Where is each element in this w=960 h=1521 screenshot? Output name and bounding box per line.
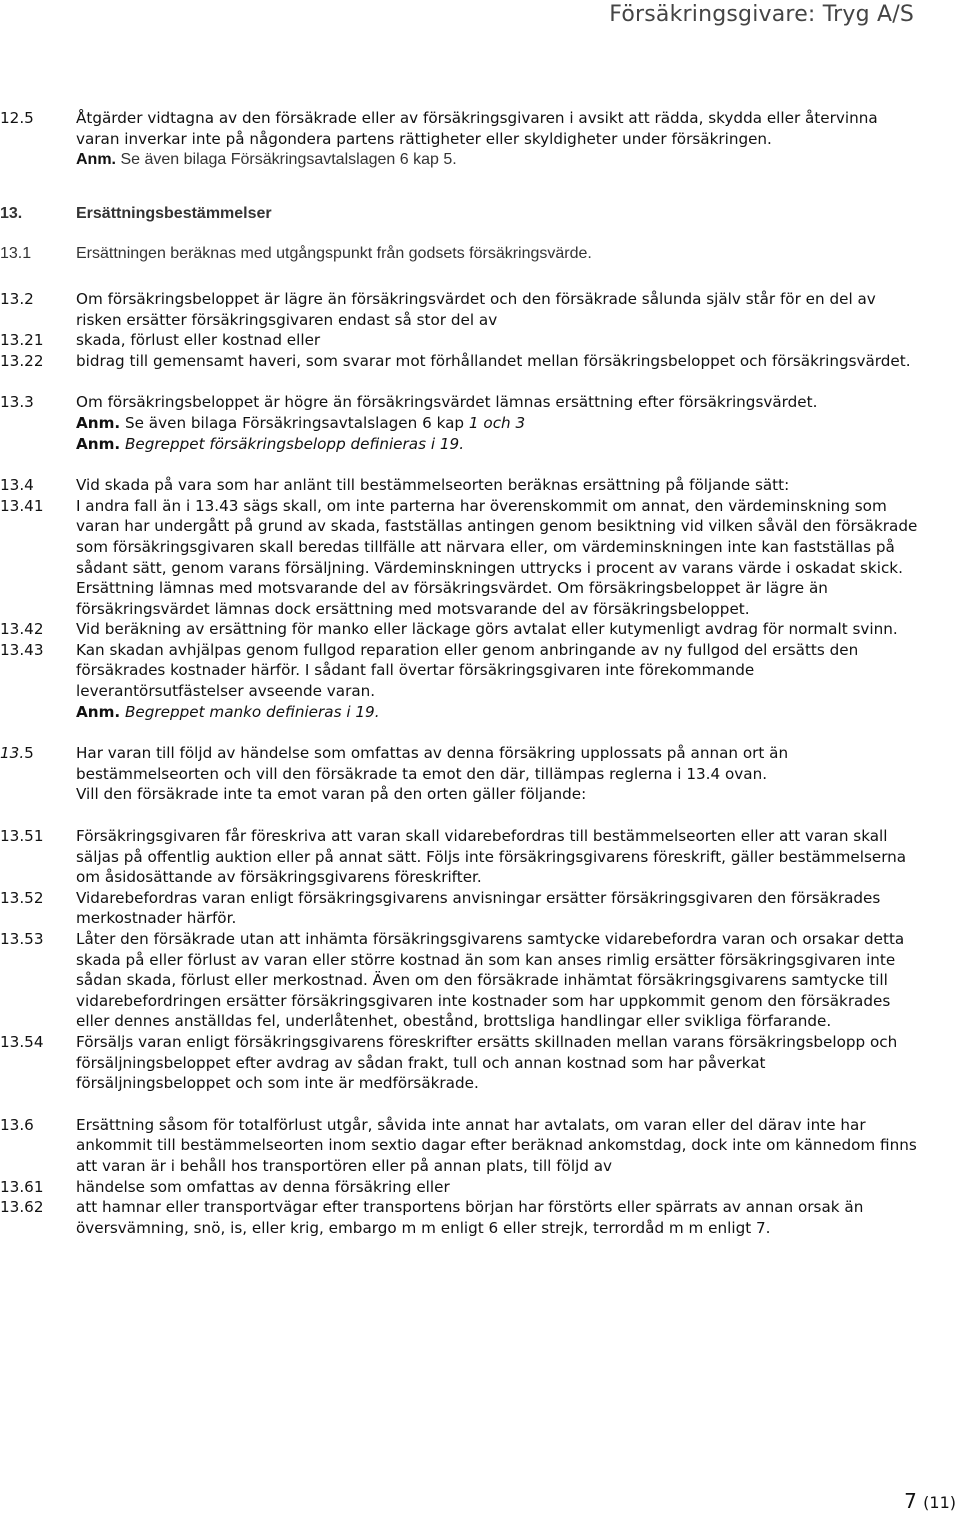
- section-text-2: Vill den försäkrade inte ta emot varan på den orten gäller följande:: [76, 785, 587, 804]
- section-number: 13.54: [0, 1032, 44, 1051]
- anm-text: Se även bilaga Försäkringsavtalslagen 6 kap: [120, 151, 439, 169]
- section-number: 13.22: [0, 351, 44, 370]
- section-13-21: [0, 330, 960, 351]
- section-text: bidrag till gemensamt haveri, som svarar mot förhållandet mellan försäkringsbeloppet och försäkringsvärdet.: [76, 351, 911, 370]
- section-number: 13.6: [0, 1115, 34, 1134]
- anm-ref: 1 och 3: [468, 413, 526, 432]
- section-13-42: [0, 619, 960, 640]
- section-13-4: [0, 475, 960, 496]
- anm-ref: 5.: [443, 151, 457, 169]
- section-12-5: [0, 108, 960, 171]
- section-text: Vidarebefordras varan enligt försäkringsgivarens anvisningar ersätter försäkringsgivaren den försäkrades merkostnader härför.: [76, 888, 881, 928]
- section-number: 13.21: [0, 331, 44, 350]
- section-text: Vid skada på vara som har anlänt till bestämmelseorten beräknas ersättning på följande sätt:: [76, 476, 790, 495]
- document-header: Försäkringsgivare: Tryg A/S: [609, 2, 914, 27]
- anm-label: Anm.: [76, 413, 121, 432]
- section-text: Försäljs varan enligt försäkringsgivarens föreskrifter ersätts skillnaden mellan varans försäkringsbelopp och försäljningsbeloppet efter avdrag av sådan frakt, tull och annan kostnad som har påverkat försäljningsbeloppet och som inte är medförsäkrade.: [76, 1032, 898, 1093]
- section-number: [0, 743, 76, 764]
- page-current: 7: [904, 1489, 917, 1513]
- section-text: Om försäkringsbeloppet är lägre än försäkringsvärdet och den försäkrade sålunda själv står för en del av risken ersätter försäkringsgivaren endast så stor del av: [76, 289, 876, 329]
- anm-label: Anm.: [76, 151, 116, 169]
- section-title: Ersättningsbestämmelser: [76, 204, 272, 222]
- section-number: 13.53: [0, 930, 44, 948]
- section-text: att hamnar eller transportvägar efter transportens början har förstörts eller spärrats av annan orsak än översvämning, snö, is, eller krig, embargo m m enligt 6 eller strejk, terrordåd m m enligt 7.: [76, 1198, 864, 1237]
- anm-text: Begreppet försäkringsbelopp definieras i 19.: [125, 434, 465, 453]
- section-number-suffix: 5: [24, 744, 34, 763]
- section-number: 13.43: [0, 640, 44, 659]
- section-13-43: [0, 640, 960, 722]
- section-13-6: [0, 1115, 960, 1177]
- section-number: 13.51: [0, 827, 44, 846]
- section-13-3: [0, 392, 960, 454]
- section-text: Vid beräkning av ersättning för manko eller läckage görs avtalat eller kutymenligt avdrag för normalt svinn.: [76, 620, 898, 639]
- section-number: 13.61: [0, 1177, 44, 1196]
- section-text: Ersättningen beräknas med utgångspunkt från godsets försäkringsvärde.: [76, 245, 592, 263]
- section-13-5: [0, 743, 960, 805]
- section-13-61: [0, 1177, 960, 1198]
- section-number: 13.62: [0, 1198, 44, 1217]
- section-text: Låter den försäkrade utan att inhämta försäkringsgivarens samtycke vidarebefordra varan och orsakar detta skada på eller förlust av varan eller större kostnad än som kan anses rimlig ersätter försäkringsgivaren inte sådan skada, förlust eller merkostnad. Även om den försäkrade inhämtat försäkringsgivarens samtycke till vidarebefordringen ersätter försäkringsgivaren inte kostnader som har uppkommit genom den försäkrades eller dennes anställdas fel, underlåtenhet, obestånd, brottsliga handlingar eller svikliga förfarande.: [76, 930, 905, 1031]
- section-number: 12.5: [0, 109, 34, 127]
- section-number: 13.1: [0, 245, 32, 263]
- section-13-62: [0, 1197, 960, 1238]
- anm-label: Anm.: [76, 702, 121, 721]
- anm-text: Begreppet manko definieras i 19.: [125, 702, 380, 721]
- section-text: händelse som omfattas av denna försäkring eller: [76, 1177, 450, 1196]
- section-number: 13.: [0, 204, 23, 222]
- section-13-51: [0, 826, 960, 888]
- section-text: Om försäkringsbeloppet är högre än försäkringsvärdet lämnas ersättning efter försäkringsvärdet.: [76, 393, 818, 412]
- section-13-22: [0, 351, 960, 372]
- section-text: Kan skadan avhjälpas genom fullgod reparation eller genom anbringande av ny fullgod del ersätts den försäkrades kostnader härför. I sådant fall övertar försäkringsgivaren inte förekommande leverantörsutfästelser avseende varan.: [76, 640, 859, 701]
- section-13-53: [0, 929, 960, 1032]
- section-number: 13.52: [0, 888, 44, 907]
- page-number: [904, 1489, 956, 1513]
- section-number: 13.2: [0, 289, 34, 308]
- section-text: I andra fall än i 13.43 sägs skall, om inte parterna har överenskommit om annat, den värdeminskning som varan har undergått på grund av skada, fastställas antingen genom besiktning vid vilken såväl den försäkrade som försäkringsgivaren skall beredas tillfälle att närvara eller, om värdeminskningen inte kan fastställas på sådant sätt, genom varans försäljning. Värdeminskningen uttrycks i procent av varans värde i oskadat skick. Ersättning lämnas med motsvarande del av försäkringsvärdet. Om försäkringsbeloppet är lägre än försäkringsvärdet lämnas dock ersättning med motsvarande del av försäkringsbeloppet.: [76, 496, 918, 618]
- section-13-54: [0, 1032, 960, 1094]
- section-13-41: [0, 496, 960, 620]
- document-body: [0, 108, 960, 1238]
- anm-text: Se även bilaga Försäkringsavtalslagen 6 kap: [125, 413, 465, 432]
- page-total: (11): [923, 1493, 956, 1512]
- section-13-2: [0, 286, 960, 330]
- section-text: Har varan till följd av händelse som omfattas av denna försäkring upplossats på annan ort än bestämmelseorten och vill den försäkrade ta emot den där, tillämpas reglerna i 13.4 ovan.: [76, 744, 789, 783]
- section-number-prefix: 13.: [0, 744, 25, 763]
- section-13-heading: [0, 192, 960, 225]
- section-number: 13.42: [0, 620, 44, 639]
- section-number: 13.41: [0, 496, 44, 515]
- section-text: skada, förlust eller kostnad eller: [76, 331, 321, 350]
- section-13-1: [0, 244, 960, 265]
- section-text: Ersättning såsom för totalförlust utgår, såvida inte annat har avtalats, om varan eller del därav inte har ankommit till bestämmelseorten inom sextio dagar efter beräknad ankomstdag, dock inte om kännedom finns att varan är i behåll hos transportören eller på annan plats, till följd av: [76, 1115, 917, 1175]
- section-text: Åtgärder vidtagna av den försäkrade eller av försäkringsgivaren i avsikt att rädda, skydda eller återvinna varan inverkar inte på någondera partens rättigheter eller skyldigheter under försäkringen.: [76, 109, 878, 148]
- section-number: 13.4: [0, 476, 34, 495]
- section-13-52: [0, 888, 960, 929]
- anm-label: Anm.: [76, 434, 121, 453]
- section-text: Försäkringsgivaren får föreskriva att varan skall vidarebefordras till bestämmelseorten eller att varan skall säljas på offentlig auktion eller på annat sätt. Följs inte försäkringsgivarens föreskrift, gäller bestämmelserna om åsidosättande av försäkringsgivarens föreskrifter.: [76, 827, 907, 887]
- section-number: 13.3: [0, 393, 34, 412]
